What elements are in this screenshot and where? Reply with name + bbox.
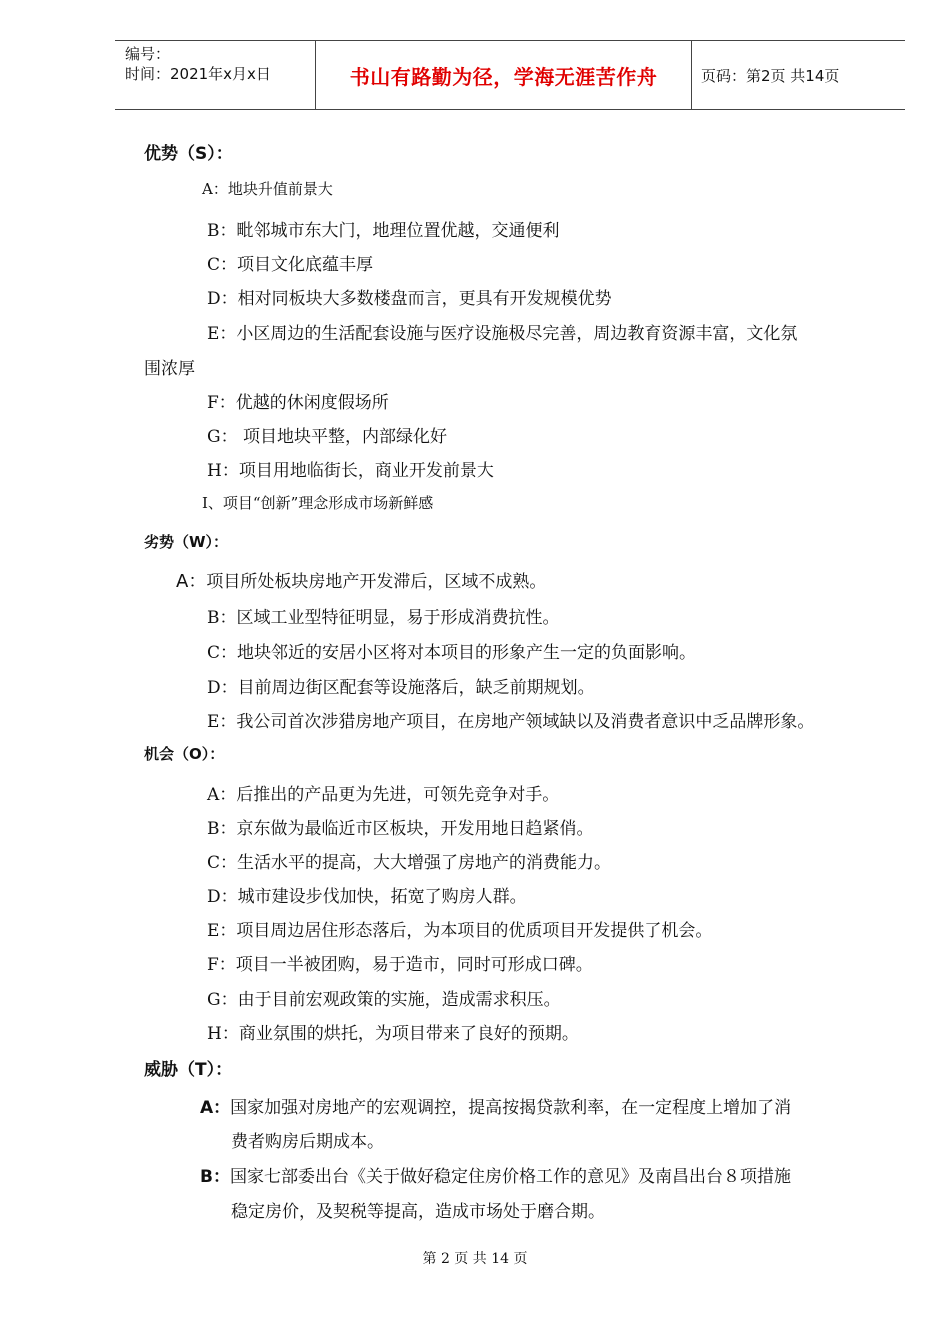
threat-item xyxy=(200,1093,791,1118)
threat-key: A： xyxy=(200,1098,231,1118)
opportunity-item: F：项目一半被团购，易于造市，同时可形成口碑。 xyxy=(207,955,593,975)
weakness-key: A： xyxy=(176,571,207,592)
opportunity-item: G：由于目前宏观政策的实施，造成需求积压。 xyxy=(207,990,561,1010)
opportunity-item: C：生活水平的提高，大大增强了房地产的消费能力。 xyxy=(207,853,612,873)
threat-item-continued: 费者购房后期成本。 xyxy=(231,1132,384,1152)
threat-item xyxy=(200,1162,791,1187)
opportunity-item: B：京东做为最临近市区板块，开发用地日趋紧俏。 xyxy=(207,819,594,839)
strength-item: G： 项目地块平整，内部绿化好 xyxy=(207,427,447,447)
opportunity-item: E：项目周边居住形态落后，为本项目的优质项目开发提供了机会。 xyxy=(207,921,713,941)
header-meta xyxy=(115,41,315,109)
opportunities-heading: 机会（O）： xyxy=(144,745,225,763)
header-page-cell xyxy=(691,41,905,109)
strength-item: E：小区周边的生活配套设施与医疗设施极尽完善，周边教育资源丰富，文化氛 xyxy=(207,324,798,344)
weakness-item: B：区域工业型特征明显，易于形成消费抗性。 xyxy=(207,608,560,628)
strength-item: D：相对同板块大多数楼盘而言，更具有开发规模优势 xyxy=(207,289,612,309)
header-motto-cell xyxy=(315,41,692,109)
strength-item: F：优越的休闲度假场所 xyxy=(207,393,389,413)
weakness-item: D：目前周边街区配套等设施落后，缺乏前期规划。 xyxy=(207,678,595,698)
document-number: 编号： xyxy=(125,45,171,63)
page-footer: 第 2 页 共 14 页 xyxy=(422,1251,528,1267)
opportunity-item: H：商业氛围的烘托，为项目带来了良好的预期。 xyxy=(207,1024,579,1044)
weaknesses-heading: 劣势（W）： xyxy=(144,533,229,551)
strength-item: C：项目文化底蕴丰厚 xyxy=(207,255,374,275)
strengths-heading: 优势（S）： xyxy=(144,144,233,164)
threats-heading: 威胁（T）： xyxy=(144,1060,233,1080)
page-indicator: 页码：第2页 共14页 xyxy=(701,66,840,85)
weakness-item: E：我公司首次涉猎房地产项目，在房地产领域缺以及消费者意识中乏品牌形象。 xyxy=(207,712,815,732)
strength-item: A：地块升值前景大 xyxy=(202,180,333,198)
threat-key: B： xyxy=(200,1167,230,1187)
strength-item: I、项目“创新”理念形成市场新鲜感 xyxy=(202,494,434,512)
opportunity-item: D：城市建设步伐加快，拓宽了购房人群。 xyxy=(207,887,527,907)
weakness-text: 项目所处板块房地产开发滞后，区域不成熟。 xyxy=(206,572,547,592)
strength-item-continued: 围浓厚 xyxy=(144,359,195,379)
weakness-item: C：地块邻近的安居小区将对本项目的形象产生一定的负面影响。 xyxy=(207,643,697,663)
opportunity-item: A：后推出的产品更为先进，可领先竞争对手。 xyxy=(207,785,560,805)
motto: 书山有路勤为径，学海无涯苦作舟 xyxy=(349,64,658,89)
threat-text: 国家七部委出台《关于做好稳定住房价格工作的意见》及南昌出台８项措施 xyxy=(229,1167,791,1187)
strength-item: H：项目用地临街长，商业开发前景大 xyxy=(207,461,494,481)
threat-item-continued: 稳定房价，及契税等提高，造成市场处于磨合期。 xyxy=(231,1202,605,1222)
weakness-item xyxy=(176,567,546,593)
strength-item: B：毗邻城市东大门，地理位置优越，交通便利 xyxy=(207,221,560,241)
page-header xyxy=(115,40,905,110)
threat-text: 国家加强对房地产的宏观调控，提高按揭贷款利率，在一定程度上增加了消 xyxy=(230,1098,792,1118)
document-time: 时间：2021年x月x日 xyxy=(125,65,271,83)
